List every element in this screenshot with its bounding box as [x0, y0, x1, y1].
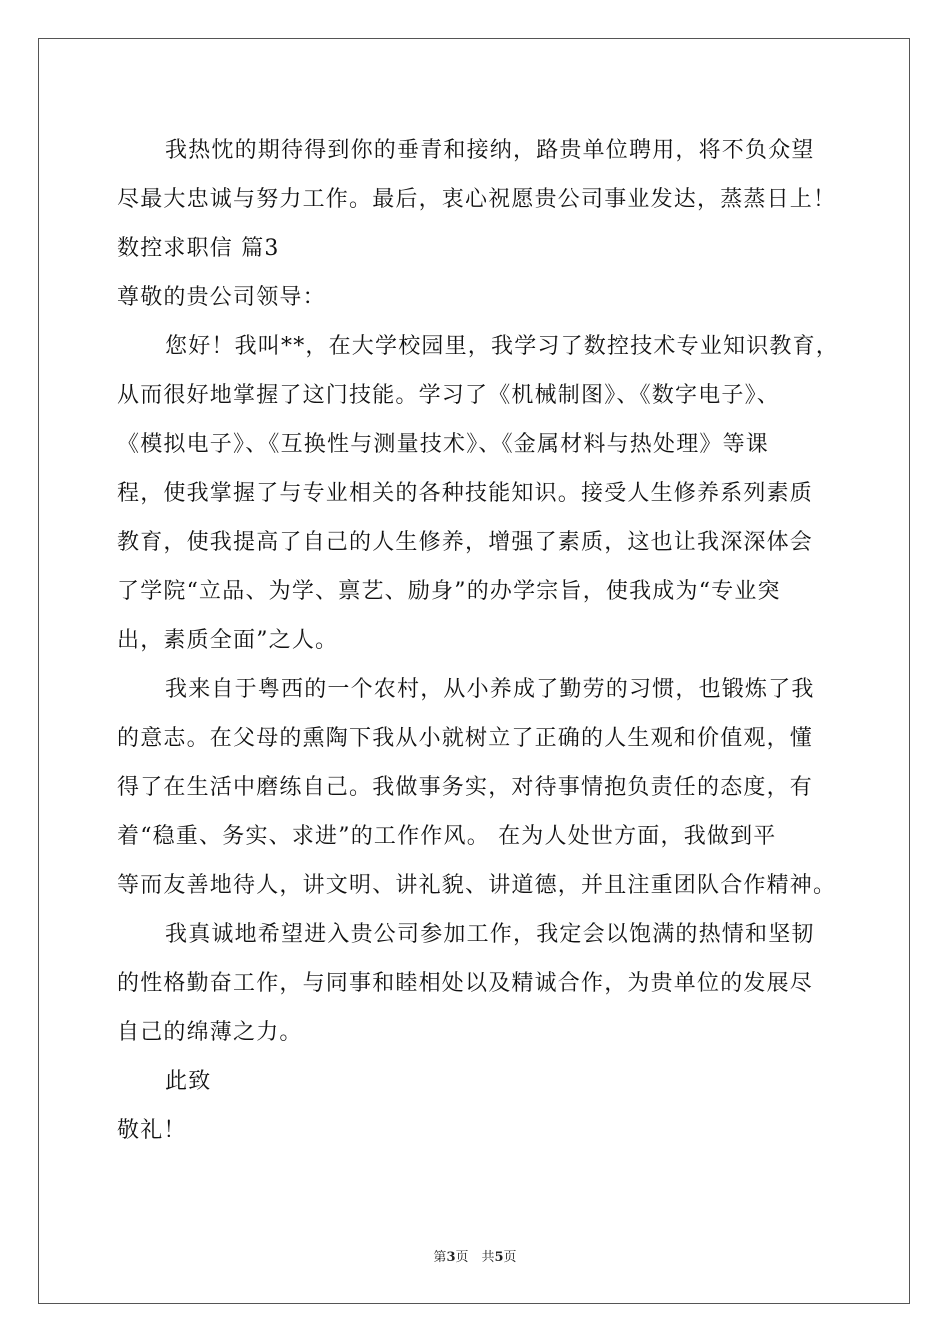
- paragraph-line: 的意志。在父母的熏陶下我从小就树立了正确的人生观和价值观，懂: [117, 726, 814, 751]
- paragraph-line: 程，使我掌握了与专业相关的各种技能知识。接受人生修养系列素质: [117, 481, 814, 506]
- paragraph-line: 等而友善地待人，讲文明、讲礼貌、讲道德，并且注重团队合作精神。: [117, 873, 837, 898]
- paragraph-line: 我热忱的期待得到你的垂青和接纳，路贵单位聘用，将不负众望: [165, 138, 815, 163]
- paragraph-line: 尽最大忠诚与努力工作。最后，衷心祝愿贵公司事业发达，蒸蒸日上！: [117, 187, 837, 212]
- letter-body: [117, 126, 840, 1155]
- paragraph-line: 了学院“立品、为学、禀艺、励身”的办学宗旨，使我成为“专业突: [117, 579, 781, 604]
- closing-line: 此致: [165, 1069, 212, 1094]
- paragraph-line: 您好！我叫**，在大学校园里，我学习了数控技术专业知识教育，: [165, 334, 840, 359]
- paragraph-line: 出，素质全面”之人。: [117, 628, 339, 653]
- paragraph-line: 我来自于粤西的一个农村，从小养成了勤劳的习惯，也锻炼了我: [165, 677, 815, 702]
- closing-greeting: 敬礼！: [117, 1118, 187, 1143]
- footer-mid: 页 共: [455, 1250, 495, 1265]
- paragraph-line: 教育，使我提高了自己的人生修养，增强了素质，这也让我深深体会: [117, 530, 814, 555]
- paragraph-line: 着“稳重、务实、求进”的工作作风。 在为人处世方面，我做到平: [117, 824, 777, 849]
- section-heading: 数控求职信 篇3: [117, 236, 280, 261]
- paragraph-line: 从而很好地掌握了这门技能。学习了《机械制图》、《数字电子》、: [117, 383, 781, 408]
- paragraph-line: 自己的绵薄之力。: [117, 1020, 303, 1045]
- current-page-number: 3: [446, 1250, 456, 1265]
- total-page-count: 5: [494, 1250, 504, 1265]
- salutation: 尊敬的贵公司领导：: [117, 285, 326, 310]
- paragraph-line: 得了在生活中磨练自己。我做事务实，对待事情抱负责任的态度，有: [117, 775, 814, 800]
- footer-prefix: 第: [433, 1250, 447, 1265]
- paragraph-line: 我真诚地希望进入贵公司参加工作，我定会以饱满的热情和坚韧: [165, 922, 815, 947]
- page-footer: [0, 1246, 950, 1265]
- footer-suffix: 页: [503, 1250, 517, 1265]
- paragraph-line: 《模拟电子》、《互换性与测量技术》、《金属材料与热处理》等课: [117, 432, 770, 457]
- paragraph-line: 的性格勤奋工作，与同事和睦相处以及精诚合作，为贵单位的发展尽: [117, 971, 814, 996]
